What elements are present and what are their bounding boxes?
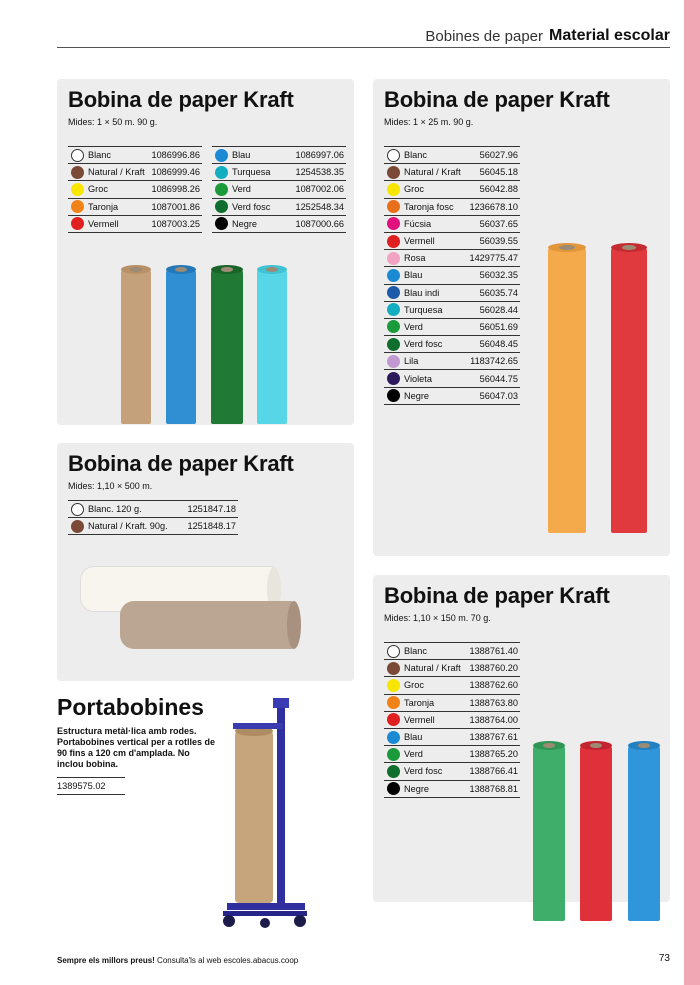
color-swatch-icon bbox=[71, 166, 84, 179]
color-name: Natural / Kraft bbox=[88, 167, 145, 178]
product-code: 56032.35 bbox=[479, 270, 518, 281]
color-name: Negre bbox=[232, 218, 258, 229]
table-row bbox=[384, 319, 520, 336]
table-row bbox=[384, 250, 520, 267]
color-name: Taronja fosc bbox=[404, 201, 454, 212]
product-code: 1086996.86 bbox=[151, 150, 200, 161]
holder-roll-kraft bbox=[235, 731, 273, 903]
roll-green bbox=[211, 269, 243, 424]
color-swatch-icon bbox=[387, 679, 400, 692]
product-code: 1086999.46 bbox=[151, 167, 200, 178]
color-name: Groc bbox=[404, 184, 424, 195]
product-panel-2 bbox=[373, 79, 670, 556]
color-name: Turquesa bbox=[404, 304, 443, 315]
color-name: Verd fosc bbox=[404, 766, 443, 777]
product-code: 1252548.34 bbox=[295, 201, 344, 212]
table-row bbox=[212, 181, 346, 198]
panel-title: Bobina de paper Kraft bbox=[384, 583, 610, 608]
product-code: 1429775.47 bbox=[469, 253, 518, 264]
table-row bbox=[384, 388, 520, 405]
color-swatch-icon bbox=[71, 520, 84, 533]
product-code: 1236678.10 bbox=[469, 201, 518, 212]
product-code: 1388767.61 bbox=[469, 732, 518, 743]
color-swatch-icon bbox=[387, 765, 400, 778]
color-name: Blau bbox=[232, 150, 251, 161]
header-crumb: Bobines de paper bbox=[425, 28, 543, 45]
color-swatch-icon bbox=[71, 183, 84, 196]
product-code: 1087003.25 bbox=[151, 218, 200, 229]
product-code: 1388762.60 bbox=[469, 680, 518, 691]
product-code: 56042.88 bbox=[479, 184, 518, 195]
table-row bbox=[68, 501, 238, 518]
color-swatch-icon bbox=[387, 286, 400, 299]
color-name: Vermell bbox=[88, 218, 119, 229]
porta-title: Portabobines bbox=[57, 694, 204, 720]
color-swatch-icon bbox=[387, 269, 400, 282]
product-code: 1087002.06 bbox=[295, 184, 344, 195]
product-code: 1087000.66 bbox=[295, 218, 344, 229]
table-row bbox=[384, 267, 520, 284]
product-code: 56028.44 bbox=[479, 304, 518, 315]
table-row bbox=[384, 677, 520, 694]
roll-blue bbox=[166, 269, 196, 424]
color-name: Groc bbox=[404, 680, 424, 691]
product-code: 1251847.18 bbox=[187, 504, 236, 515]
table-row bbox=[384, 712, 520, 729]
color-name: Verd fosc bbox=[232, 201, 271, 212]
table-row bbox=[212, 216, 346, 233]
color-swatch-icon bbox=[215, 183, 228, 196]
footer-bold: Sempre els millors preus! bbox=[57, 956, 155, 965]
color-name: Taronja bbox=[404, 697, 435, 708]
product-code: 56048.45 bbox=[479, 339, 518, 350]
color-swatch-icon bbox=[71, 503, 84, 516]
color-swatch-icon bbox=[387, 149, 400, 162]
panel-subtitle: Mides: 1,10 × 500 m. bbox=[68, 481, 153, 491]
color-name: Blau bbox=[404, 270, 423, 281]
color-swatch-icon bbox=[387, 731, 400, 744]
color-swatch-icon bbox=[387, 217, 400, 230]
roll-blue bbox=[628, 745, 660, 921]
footer-text: Consulta'ls al web escoles.abacus.coop bbox=[154, 956, 299, 965]
color-name: Verd bbox=[404, 749, 423, 760]
table-row bbox=[384, 763, 520, 780]
color-name: Blanc bbox=[88, 150, 111, 161]
color-name: Turquesa bbox=[232, 167, 271, 178]
color-swatch-icon bbox=[387, 748, 400, 761]
table-row bbox=[68, 147, 202, 164]
product-code: 56051.69 bbox=[479, 321, 518, 332]
color-name: Lila bbox=[404, 356, 419, 367]
color-name: Negre bbox=[404, 390, 430, 401]
table-row bbox=[384, 302, 520, 319]
panel-subtitle: Mides: 1 × 25 m. 90 g. bbox=[384, 117, 474, 127]
product-code: 1388764.00 bbox=[469, 714, 518, 725]
table-row bbox=[212, 147, 346, 164]
table-row bbox=[384, 729, 520, 746]
color-swatch-icon bbox=[387, 338, 400, 351]
page-number: 73 bbox=[658, 953, 670, 964]
color-swatch-icon bbox=[71, 149, 84, 162]
color-swatch-icon bbox=[71, 200, 84, 213]
product-code: 56027.96 bbox=[479, 150, 518, 161]
color-name: Groc bbox=[88, 184, 108, 195]
table-row bbox=[384, 233, 520, 250]
color-swatch-icon bbox=[387, 320, 400, 333]
color-name: Fúcsia bbox=[404, 218, 432, 229]
table-row bbox=[68, 518, 238, 535]
product-code: 1388768.81 bbox=[469, 783, 518, 794]
product-code: 1388765.20 bbox=[469, 749, 518, 760]
color-name: Vermell bbox=[404, 714, 435, 725]
roll-orange bbox=[548, 247, 586, 533]
color-table-left bbox=[68, 146, 202, 233]
color-swatch-icon bbox=[387, 696, 400, 709]
product-code: 56044.75 bbox=[479, 373, 518, 384]
color-swatch-icon bbox=[387, 303, 400, 316]
color-swatch-icon bbox=[387, 713, 400, 726]
panel-subtitle: Mides: 1 × 50 m. 90 g. bbox=[68, 117, 158, 127]
color-name: Blanc. 120 g. bbox=[88, 504, 142, 515]
product-code: 1251848.17 bbox=[187, 521, 236, 532]
table-row bbox=[384, 781, 520, 798]
roll-turquoise bbox=[257, 269, 287, 424]
color-name: Blanc bbox=[404, 150, 427, 161]
roll-red bbox=[580, 745, 612, 921]
color-swatch-icon bbox=[387, 389, 400, 402]
product-code: 1087001.86 bbox=[151, 201, 200, 212]
roll-kraft bbox=[121, 269, 151, 424]
color-table bbox=[384, 642, 520, 798]
color-table-right bbox=[212, 146, 346, 233]
product-code: 1254538.35 bbox=[295, 167, 344, 178]
color-name: Verd bbox=[232, 184, 251, 195]
product-panel-4 bbox=[373, 575, 670, 902]
color-name: Negre bbox=[404, 783, 430, 794]
color-table bbox=[384, 146, 520, 405]
color-swatch-icon bbox=[215, 200, 228, 213]
color-name: Verd bbox=[404, 321, 423, 332]
color-swatch-icon bbox=[387, 662, 400, 675]
table-row bbox=[68, 199, 202, 216]
color-swatch-icon bbox=[387, 645, 400, 658]
color-swatch-icon bbox=[71, 217, 84, 230]
color-name: Violeta bbox=[404, 373, 432, 384]
porta-description: Estructura metàl·lica amb rodes. Portabobines vertical per a rotlles de 90 fins a 120 cm d'amplada. No inclou bobina. bbox=[57, 726, 216, 769]
color-name: Verd fosc bbox=[404, 339, 443, 350]
table-row bbox=[384, 746, 520, 763]
roll-holder-image bbox=[215, 693, 310, 933]
table-row bbox=[212, 164, 346, 181]
table-row bbox=[384, 216, 520, 233]
product-code: 1086998.26 bbox=[151, 184, 200, 195]
color-name: Taronja bbox=[88, 201, 119, 212]
table-row bbox=[384, 336, 520, 353]
product-code: 56037.65 bbox=[479, 218, 518, 229]
page-header bbox=[57, 22, 670, 48]
table-row bbox=[384, 147, 520, 164]
table-row bbox=[384, 370, 520, 387]
table-row bbox=[384, 164, 520, 181]
side-color-strip bbox=[684, 0, 700, 985]
footer bbox=[57, 956, 298, 965]
color-name: Blanc bbox=[404, 646, 427, 657]
table-row bbox=[212, 199, 346, 216]
product-code: 1388766.41 bbox=[469, 766, 518, 777]
table-row bbox=[384, 181, 520, 198]
color-table bbox=[68, 500, 238, 535]
roll-green bbox=[533, 745, 565, 921]
product-panel-3 bbox=[57, 443, 354, 681]
color-swatch-icon bbox=[387, 183, 400, 196]
color-swatch-icon bbox=[215, 149, 228, 162]
table-row bbox=[384, 199, 520, 216]
porta-code: 1389575.02 bbox=[57, 777, 125, 795]
holder-post bbox=[277, 698, 285, 908]
product-code: 56039.55 bbox=[479, 236, 518, 247]
roll-red bbox=[611, 247, 647, 533]
table-row bbox=[384, 643, 520, 660]
table-row bbox=[384, 285, 520, 302]
color-swatch-icon bbox=[387, 252, 400, 265]
color-name: Vermell bbox=[404, 236, 435, 247]
color-name: Blau bbox=[404, 732, 423, 743]
color-name: Natural / Kraft bbox=[404, 167, 461, 178]
panel-subtitle: Mides: 1,10 × 150 m. 70 g. bbox=[384, 613, 491, 623]
color-swatch-icon bbox=[387, 166, 400, 179]
panel-title: Bobina de paper Kraft bbox=[68, 87, 294, 112]
panel-title: Bobina de paper Kraft bbox=[68, 451, 294, 476]
product-code: 56047.03 bbox=[479, 390, 518, 401]
product-panel-1 bbox=[57, 79, 354, 425]
product-code: 1086997.06 bbox=[295, 150, 344, 161]
color-swatch-icon bbox=[387, 235, 400, 248]
panel-title: Bobina de paper Kraft bbox=[384, 87, 610, 112]
table-row bbox=[384, 353, 520, 370]
table-row bbox=[68, 164, 202, 181]
product-code: 1388760.20 bbox=[469, 663, 518, 674]
color-name: Rosa bbox=[404, 253, 426, 264]
color-swatch-icon bbox=[387, 355, 400, 368]
table-row bbox=[384, 660, 520, 677]
color-swatch-icon bbox=[215, 166, 228, 179]
color-swatch-icon bbox=[387, 782, 400, 795]
roll-kraft-large bbox=[120, 601, 295, 649]
product-code: 56035.74 bbox=[479, 287, 518, 298]
color-swatch-icon bbox=[215, 217, 228, 230]
product-code: 1183742.65 bbox=[470, 356, 518, 367]
color-name: Natural / Kraft bbox=[404, 663, 461, 674]
product-code: 56045.18 bbox=[479, 167, 518, 178]
product-code: 1388761.40 bbox=[469, 646, 518, 657]
color-swatch-icon bbox=[387, 200, 400, 213]
product-code: 1388763.80 bbox=[469, 697, 518, 708]
header-section: Material escolar bbox=[549, 27, 670, 44]
table-row bbox=[68, 216, 202, 233]
color-swatch-icon bbox=[387, 372, 400, 385]
color-name: Natural / Kraft. 90g. bbox=[88, 521, 168, 532]
table-row bbox=[384, 695, 520, 712]
color-name: Blau indi bbox=[404, 287, 440, 298]
table-row bbox=[68, 181, 202, 198]
